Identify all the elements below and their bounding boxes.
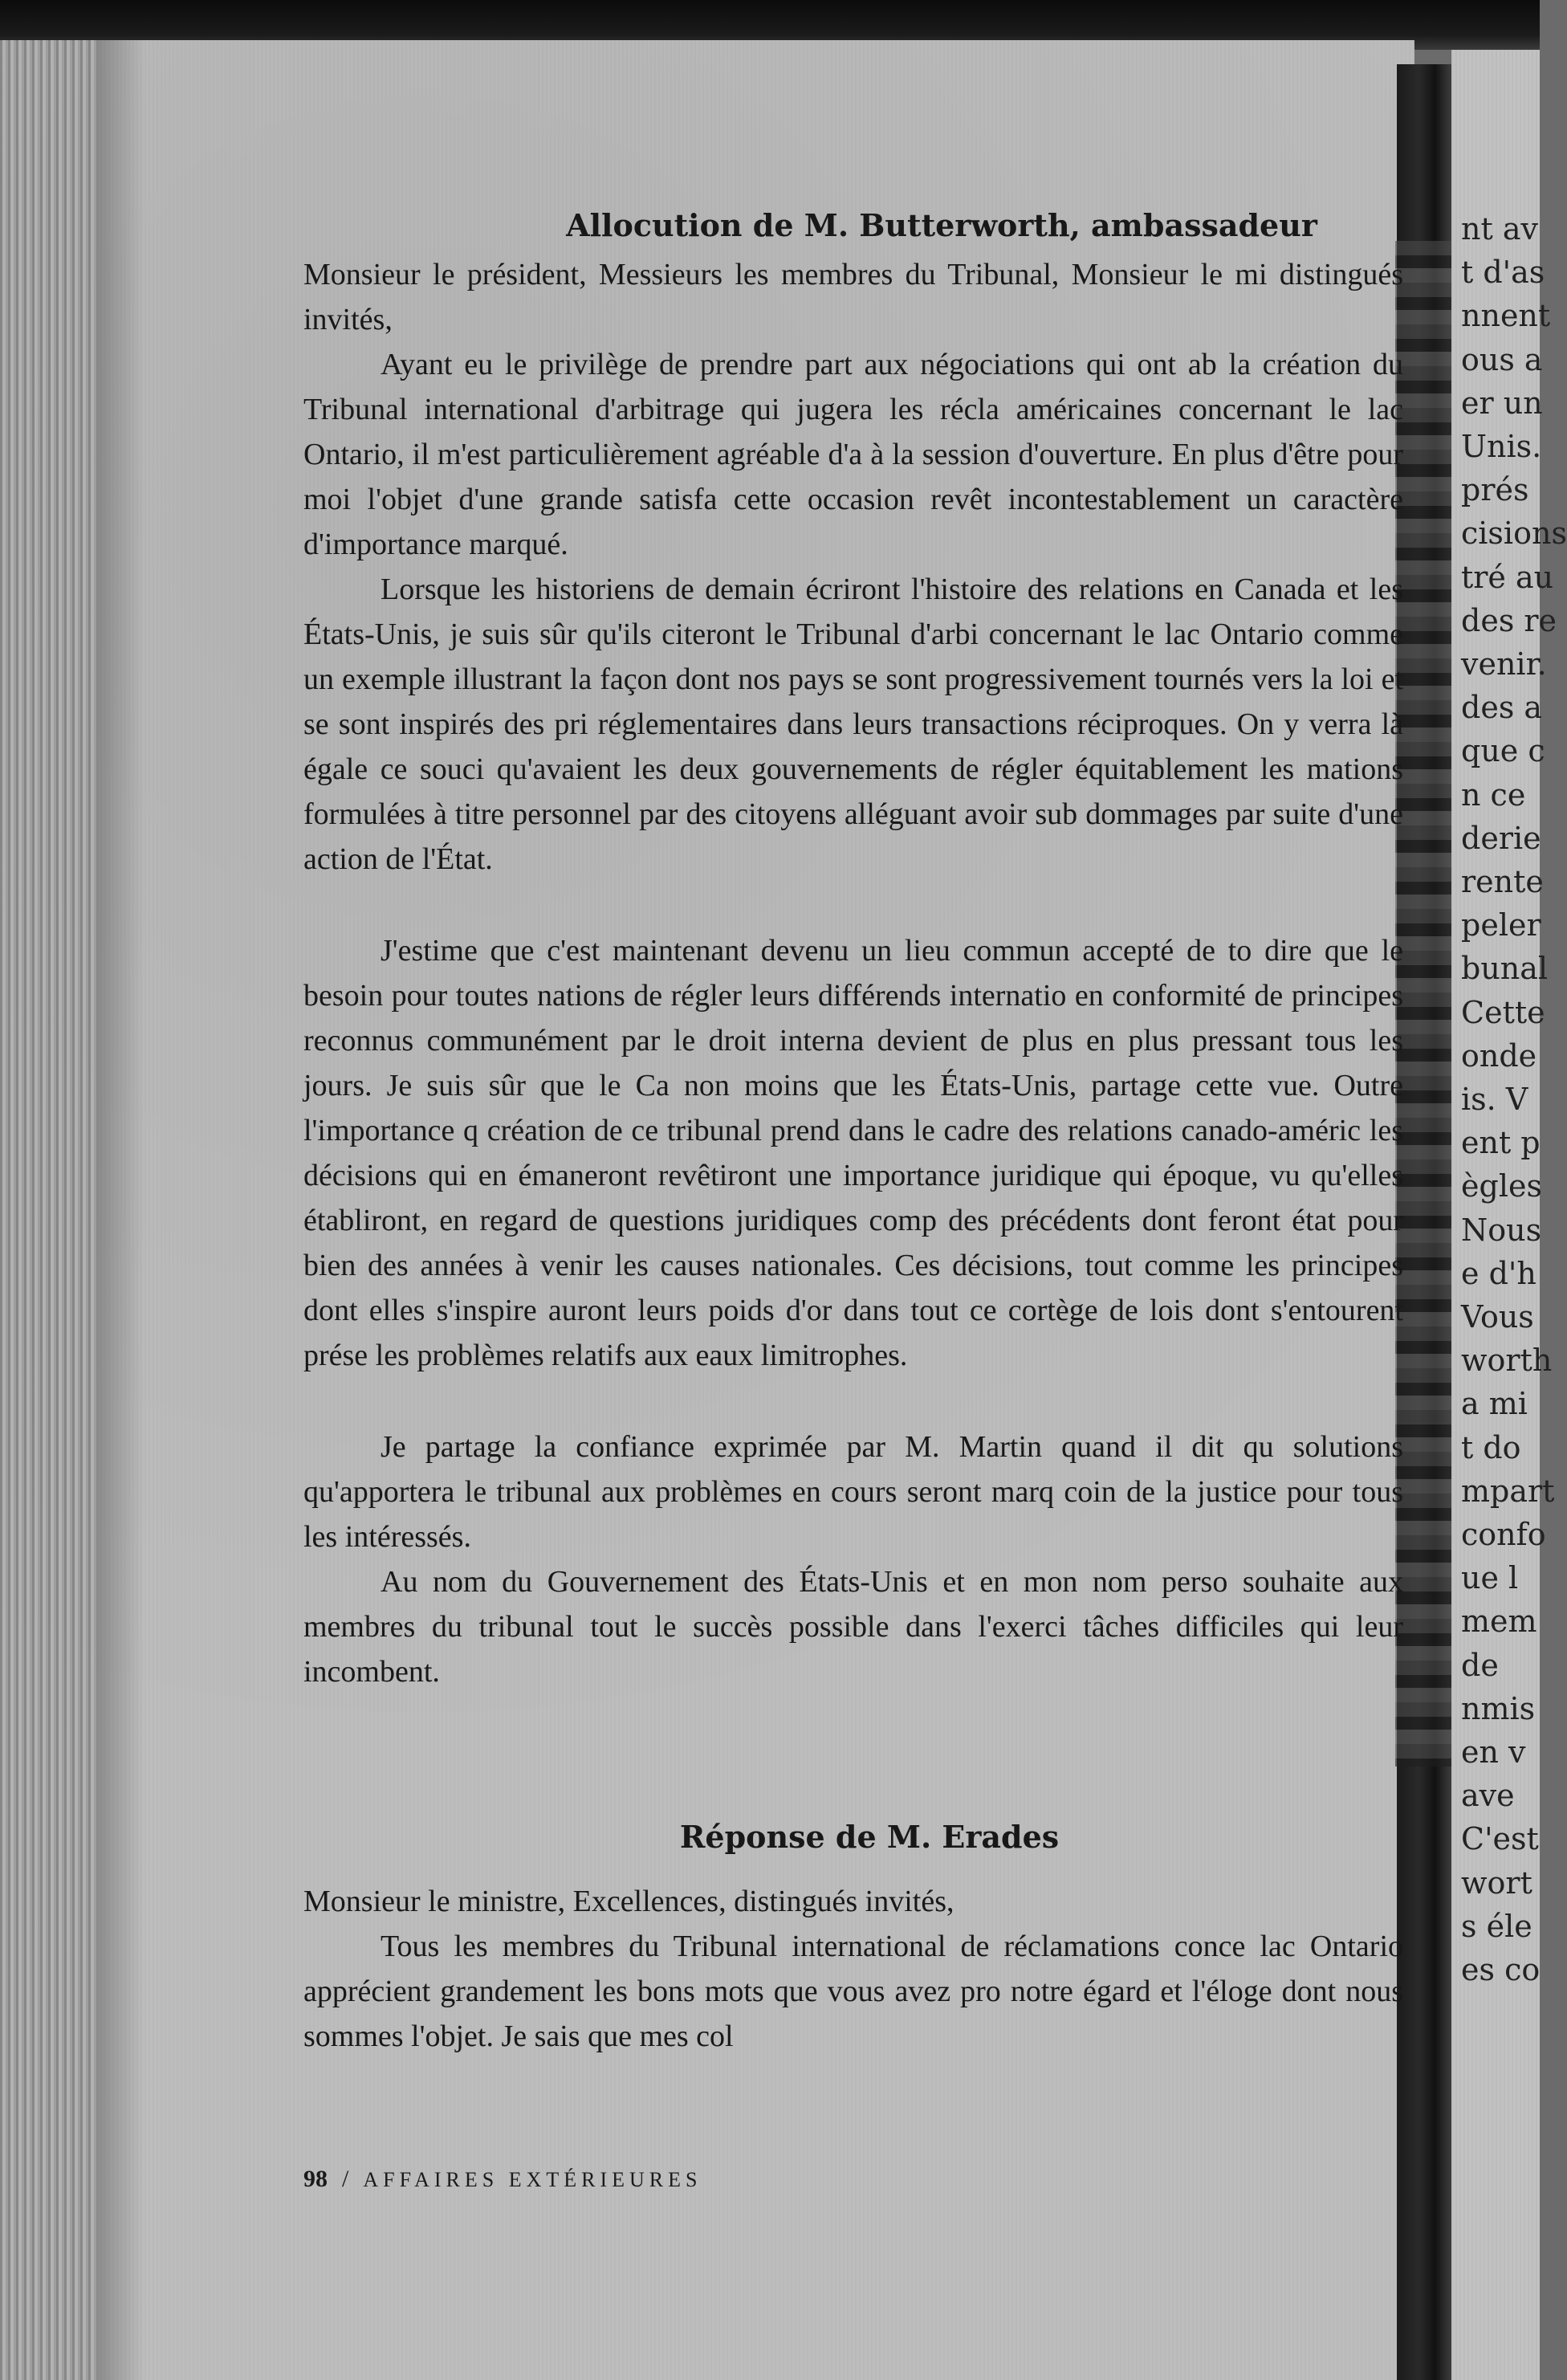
facing-page-fragment: mpart	[1461, 1473, 1555, 1509]
section-title-erades: Réponse de M. Erades	[679, 1819, 1060, 1855]
facing-page-fragment: de	[1461, 1647, 1499, 1683]
spine-bleed-through	[1395, 241, 1451, 1767]
section-title-butterworth: Allocution de M. Butterworth, ambassadeur	[566, 207, 1317, 243]
facing-page-fragment: ue l	[1461, 1560, 1519, 1596]
paragraph: Je partage la confiance exprimée par M. Martin quand il dit qu solutions qu'apportera le tribunal aux problèmes en cours seront marq coin de la justice pour tous les intéressés.	[303, 1430, 1403, 1554]
facing-page-fragment: is. V	[1461, 1082, 1528, 1117]
facing-page-fragment: onde	[1461, 1037, 1537, 1074]
facing-page-fragment: nmis	[1461, 1690, 1536, 1726]
salutation-butterworth: Monsieur le président, Messieurs les membres du Tribunal, Monsieur le mi distingués invités,	[303, 258, 1403, 336]
facing-page-fragment: bunal	[1461, 951, 1549, 987]
facing-page-fragment: n ce	[1461, 776, 1526, 813]
facing-page-fragment: mem	[1461, 1604, 1537, 1640]
facing-page-fragment: e d'h	[1461, 1255, 1536, 1291]
facing-page-fragment: Nous	[1461, 1212, 1542, 1248]
facing-page-fragment: es co	[1461, 1952, 1541, 1987]
facing-page-fragment: C'est	[1461, 1821, 1539, 1857]
facing-page-fragment: Vous	[1461, 1299, 1534, 1335]
facing-page-fragment: t d'as	[1461, 255, 1545, 291]
facing-page-fragment: derie	[1461, 820, 1541, 856]
footer-separator: /	[342, 2166, 349, 2192]
facing-page-fragment: t do	[1461, 1429, 1521, 1465]
facing-page-fragment: rente	[1461, 864, 1544, 899]
salutation-erades: Monsieur le ministre, Excellences, distingués invités,	[303, 1885, 954, 1918]
facing-page-fragment: nt av	[1461, 211, 1538, 247]
facing-page-fragment: er un	[1461, 385, 1543, 421]
facing-page-fragment: ent p	[1461, 1125, 1541, 1161]
facing-page-fragment: des re	[1461, 602, 1557, 638]
running-title: AFFAIRES EXTÉRIEURES	[363, 2168, 702, 2191]
facing-page-fragment: confo	[1461, 1517, 1546, 1552]
paragraph: Tous les membres du Tribunal international de réclamations conce lac Ontario apprécient grandement les bons mots que vous avez pro notre égard et l'éloge dont nous sommes l'objet. Je sais que mes col	[303, 1930, 1403, 2053]
facing-page-fragment: venir.	[1461, 646, 1547, 682]
paragraph: Lorsque les historiens de demain écriront l'histoire des relations en Canada et les États-Unis, je suis sûr qu'ils citeront le Tribunal d'arbi concernant le lac Ontario comme un exemple illustrant la façon dont nos pays se sont progressivement tournés vers la loi et se sont inspirés des pri réglementaires dans leurs transactions réciproques. On y verra là égale ce souci qu'avaient les deux gouvernements de régler équitablement les mations formulées à titre personnel par des citoyens alléguant avoir sub dommages par suite d'une action de l'État.	[303, 573, 1403, 876]
facing-page-fragment: des a	[1461, 690, 1543, 726]
page-number: 98	[303, 2166, 328, 2192]
facing-page-edge	[1451, 50, 1567, 2380]
facing-page-fragment: ègles	[1461, 1168, 1542, 1204]
facing-page-fragment: Cette	[1461, 994, 1545, 1030]
facing-page-fragment: ous a	[1461, 341, 1543, 377]
facing-page-fragment: Unis.	[1461, 429, 1542, 464]
facing-page-fragment: ave	[1461, 1778, 1515, 1814]
facing-page-fragment: peler	[1461, 907, 1541, 943]
facing-page-fragment: s éle	[1461, 1908, 1532, 1944]
facing-page-fragment: prés	[1461, 472, 1529, 508]
facing-page-fragment: que c	[1461, 733, 1545, 769]
facing-page-fragment: wort	[1461, 1864, 1532, 1901]
facing-page-fragment: en v	[1461, 1734, 1526, 1770]
page-footer	[303, 2163, 702, 2196]
facing-page-fragment: nnent	[1461, 298, 1551, 334]
paragraph: Ayant eu le privilège de prendre part aux négociations qui ont ab la création du Tribunal international d'arbitrage qui jugera les récla américaines concernant le lac Ontario, il m'est particulièrement agréable d'a à la session d'ouverture. En plus d'être pour moi l'objet d'une grande satisfa cette occasion revêt incontestablement un caractère d'importance marqué.	[303, 348, 1403, 561]
paragraph: J'estime que c'est maintenant devenu un lieu commun accepté de to dire que le besoin pour toutes nations de régler leurs différends internatio en conformité de principes reconnus communément par le droit interna devient de plus en plus pressant tous les jours. Je suis sûr que le Ca non moins que les États-Unis, partage cette vue. Outre l'importance q création de ce tribunal prend dans le cadre des relations canado-améric les décisions qui en émaneront revêtiront une importance juridique qui époque, vu qu'elles établiront, en regard de questions juridiques comp des précédents dont feront état pour bien des années à venir les causes nationales. Ces décisions, tout comme les principes dont elles s'inspire auront leurs poids d'or dans tout ce cortège de lois dont s'entourent prése les problèmes relatifs aux eaux limitrophes.	[303, 934, 1403, 1372]
facing-page-fragment: a mi	[1461, 1386, 1528, 1422]
facing-page-fragment: tré au	[1461, 559, 1554, 595]
paragraph: Au nom du Gouvernement des États-Unis et en mon nom perso souhaite aux membres du tribunal tout le succès possible dans l'exerci tâches difficiles qui leur incombent.	[303, 1565, 1403, 1689]
facing-page-fragment: worth	[1461, 1343, 1553, 1379]
facing-page-fragment: cisions	[1461, 516, 1567, 552]
